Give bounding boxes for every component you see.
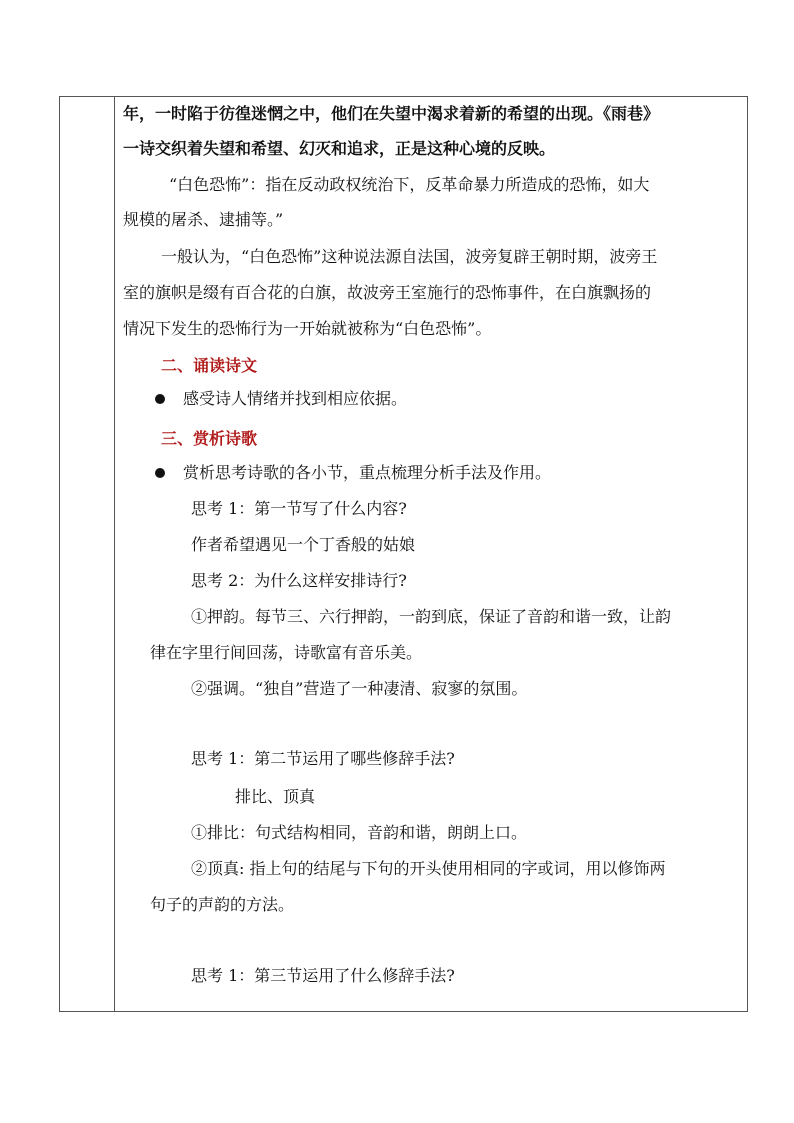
content-cell bbox=[116, 97, 747, 1011]
para-3-line-3: 情况下发生的恐怖行为一开始就被称为“白色恐怖”。 bbox=[123, 319, 492, 338]
para-2-line-1: “白色恐怖”：指在反动政权统治下，反革命暴力所造成的恐怖，如大 bbox=[169, 175, 650, 194]
answer-3b-line-2: 句子的声韵的方法。 bbox=[150, 895, 295, 914]
question-2: 思考 2：为什么这样安排诗行? bbox=[191, 571, 407, 590]
section-heading-3: 三、赏析诗歌 bbox=[161, 429, 258, 448]
answer-2b: ②强调。“独自”营造了一种凄清、寂寥的氛围。 bbox=[191, 679, 528, 698]
question-4: 思考 1：第三节运用了什么修辞手法? bbox=[191, 966, 455, 985]
answer-2-line-1: ①押韵。每节三、六行押韵，一韵到底，保证了音韵和谐一致，让韵 bbox=[191, 607, 672, 626]
question-3: 思考 1：第二节运用了哪些修辞手法? bbox=[191, 749, 455, 768]
bullet-item-1: 感受诗人情绪并找到相应依据。 bbox=[183, 389, 408, 408]
answer-1: 作者希望遇见一个丁香般的姑娘 bbox=[191, 535, 416, 554]
para-1-line-2: 一诗交织着失望和希望、幻灭和追求，正是这种心境的反映。 bbox=[123, 139, 556, 158]
answer-3b-line-1: ②顶真: 指上句的结尾与下句的开头使用相同的字或词，用以修饰两 bbox=[191, 859, 666, 878]
section-heading-2: 二、诵读诗文 bbox=[161, 356, 258, 375]
answer-2-line-2: 律在字里行间回荡，诗歌富有音乐美。 bbox=[150, 643, 423, 662]
question-1: 思考 1：第一节写了什么内容? bbox=[191, 499, 407, 518]
answer-3: 排比、顶真 bbox=[235, 787, 316, 806]
bullet-item-2: 赏析思考诗歌的各小节，重点梳理分析手法及作用。 bbox=[183, 463, 552, 482]
lesson-table bbox=[59, 96, 748, 1012]
para-3-line-2: 室的旗帜是缀有百合花的白旗，故波旁王室施行的恐怖事件，在白旗飘扬的 bbox=[123, 283, 652, 302]
left-column-cell bbox=[60, 97, 115, 1011]
para-3-line-1: 一般认为，“白色恐怖”这种说法源自法国，波旁复辟王朝时期，波旁王 bbox=[161, 247, 658, 266]
para-1-line-1: 年，一时陷于彷徨迷惘之中，他们在失望中渴求着新的希望的出现。《雨巷》 bbox=[123, 104, 660, 123]
para-2-line-2: 规模的屠杀、逮捕等。” bbox=[123, 210, 284, 229]
answer-3a: ①排比：句式结构相同，音韵和谐，朗朗上口。 bbox=[191, 823, 528, 842]
bullet-icon bbox=[155, 394, 165, 404]
bullet-icon bbox=[155, 468, 165, 478]
